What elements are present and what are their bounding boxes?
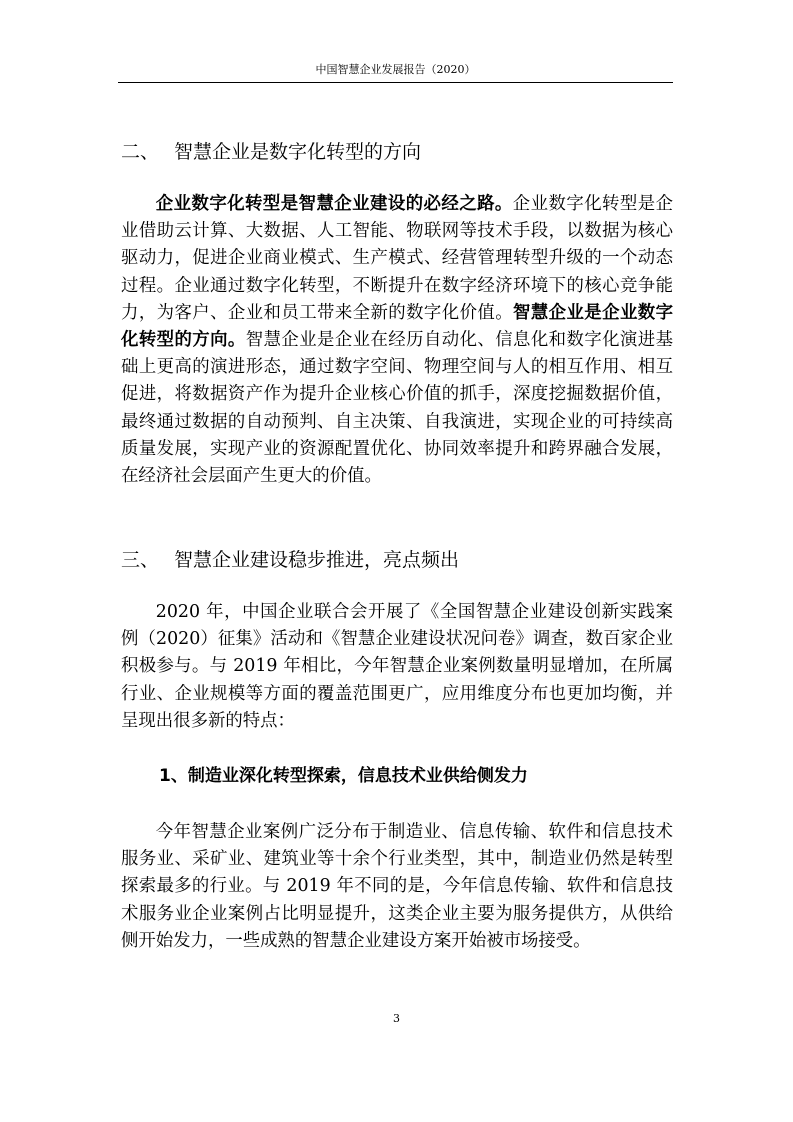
paragraph-text: 智慧企业是企业在经历自动化、信息化和数字化演进基础上更高的演进形态，通过数字空间、物理空间与人的相互作用、相互促进，将数据资产作为提升企业核心价值的抓手，深度挖掘数据价值，最终通过数据的自动预判、自主决策、自我演进，实现企业的可持续高质量发展，实现产业的资源配置优化、协同效率提升和跨界融合发展，在经济社会层面产生更大的价值。 [121,330,673,487]
header-title: 中国智慧企业发展报告（2020） [315,63,476,76]
section-title: 智慧企业是数字化转型的方向 [174,141,422,163]
bold-lead-sentence: 企业数字化转型是智慧企业建设的必经之路。 [155,194,513,214]
page-number: 3 [393,1012,400,1025]
section-2-paragraph [121,191,673,490]
section-heading-3 [121,547,459,573]
running-header [118,62,673,83]
subsection-paragraph: 今年智慧企业案例广泛分布于制造业、信息传输、软件和信息技术服务业、采矿业、建筑业等十余个行业类型，其中，制造业仍然是转型探索最多的行业。与 2019 年不同的是，今年信息传输、软件和信息技术服务业企业案例占比明显提升，这类企业主要为服务提供方，从供给侧开始发力，一些成熟的智慧企业建设方案开始被市场接受。 [121,822,673,951]
bold-mid-sentence: 智慧企业是企业数字化转型的方向。 [121,302,673,351]
section-heading-2 [121,139,421,165]
subsection-heading: 1、制造业深化转型探索，信息技术业供给侧发力 [159,766,528,786]
section-number: 二、 [121,141,160,163]
paragraph-text: 企业数字化转型是企业借助云计算、大数据、人工智能、物联网等技术手段，以数据为核心驱动力，促进企业商业模式、生产模式、经营管理转型升级的一个动态过程。企业通过数字化转型，不断提升在数字经济环境下的核心竞争能力，为客户、企业和员工带来全新的数字化价值。 [121,194,673,323]
section-3-paragraph: 2020 年，中国企业联合会开展了《全国智慧企业建设创新实践案例（2020）征集》活动和《智慧企业建设状况问卷》调查，数百家企业积极参与。与 2019 年相比，今年智慧企业案例数量明显增加，在所属行业、企业规模等方面的覆盖范围更广，应用维度分布也更加均衡，并呈现出很多新的特点： [121,602,673,731]
section-number: 三、 [121,549,160,571]
section-title: 智慧企业建设稳步推进，亮点频出 [174,549,460,571]
